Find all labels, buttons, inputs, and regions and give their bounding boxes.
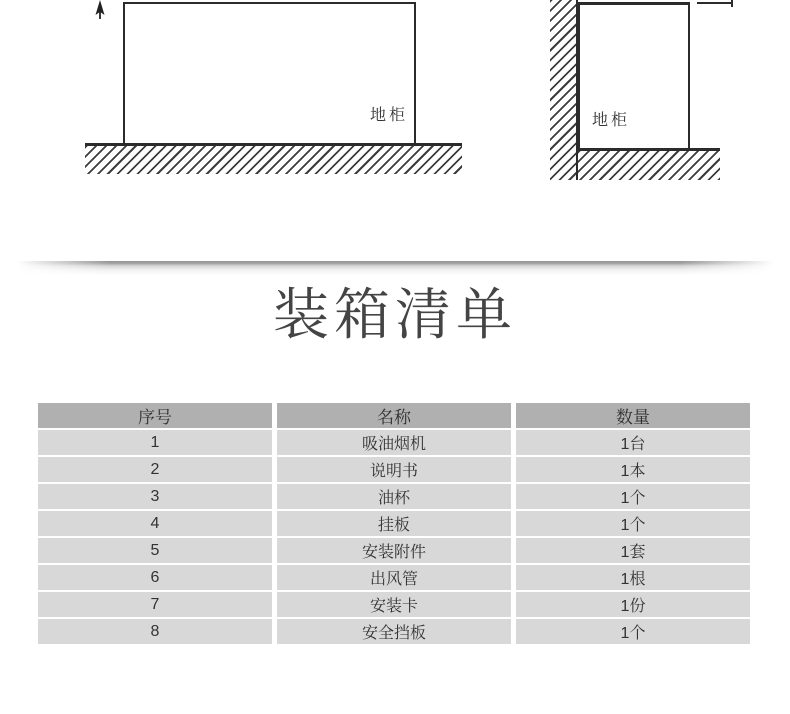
column-header: 序号 (38, 403, 272, 428)
table-cell: 1个 (516, 484, 750, 509)
table-header-row (38, 403, 750, 428)
floor-hatch (578, 148, 720, 180)
floor-cabinet-outline (578, 2, 690, 148)
table-cell: 出风管 (277, 565, 511, 590)
table-cell: 挂板 (277, 511, 511, 536)
table-row (38, 538, 750, 563)
table-cell: 1套 (516, 538, 750, 563)
table-cell: 8 (38, 619, 272, 644)
floor-cabinet-label: 地柜 (369, 107, 408, 124)
section-divider-shadow (0, 261, 790, 277)
table-cell: 安装卡 (277, 592, 511, 617)
table-row (38, 457, 750, 482)
table-row (38, 565, 750, 590)
dimension-tick (731, 0, 733, 7)
table-row (38, 619, 750, 644)
table-cell: 油杯 (277, 484, 511, 509)
table-cell: 6 (38, 565, 272, 590)
table-row (38, 484, 750, 509)
table-cell: 1根 (516, 565, 750, 590)
packing-list-table (38, 403, 750, 646)
table-cell: 安全挡板 (277, 619, 511, 644)
dimension-line (697, 2, 733, 4)
table-cell: 1个 (516, 619, 750, 644)
table-cell: 吸油烟机 (277, 430, 511, 455)
table-cell: 安装附件 (277, 538, 511, 563)
table-cell: 1台 (516, 430, 750, 455)
table-cell: 5 (38, 538, 272, 563)
divider-fade-left (0, 261, 110, 277)
table-row (38, 511, 750, 536)
table-cell: 4 (38, 511, 272, 536)
table-cell: 1个 (516, 511, 750, 536)
wall-hatch (550, 0, 578, 180)
column-header: 名称 (277, 403, 511, 428)
table-cell: 1 (38, 430, 272, 455)
table-cell: 1本 (516, 457, 750, 482)
page-title: 装箱清单 (273, 283, 517, 346)
table-cell: 1份 (516, 592, 750, 617)
divider-fade-right (680, 261, 790, 277)
floor-cabinet-label: 地柜 (592, 112, 631, 129)
table-row (38, 592, 750, 617)
floor-cabinet-outline (123, 2, 416, 143)
table-cell: 2 (38, 457, 272, 482)
table-cell: 说明书 (277, 457, 511, 482)
up-arrow-icon (92, 0, 108, 20)
floor-hatch (85, 143, 462, 174)
column-header: 数量 (516, 403, 750, 428)
table-row (38, 430, 750, 455)
table-cell: 7 (38, 592, 272, 617)
table-cell: 3 (38, 484, 272, 509)
